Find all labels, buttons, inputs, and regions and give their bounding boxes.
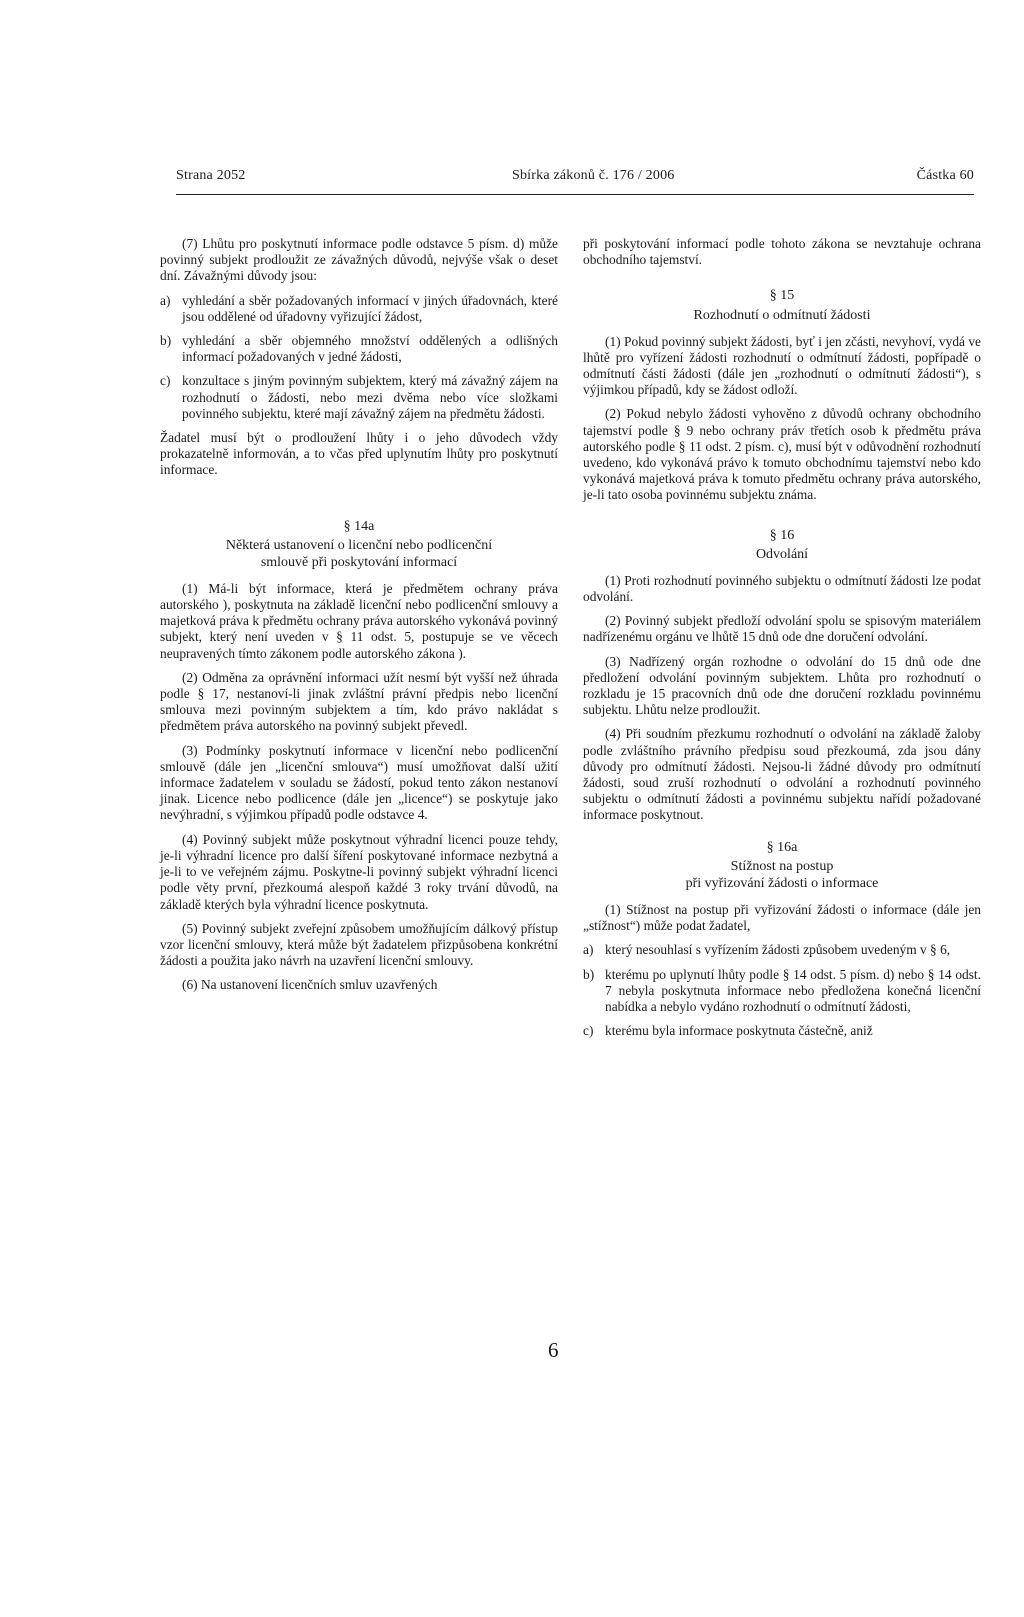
header-rule bbox=[176, 194, 974, 195]
list-label: b) bbox=[160, 333, 172, 349]
list-item bbox=[160, 333, 558, 365]
continued-paragraph: při poskytování informací podle tohoto zákona se nevztahuje ochrana obchodního tajemství. bbox=[583, 236, 981, 268]
page-number: 6 bbox=[548, 1338, 559, 1362]
list-label: c) bbox=[583, 1023, 594, 1039]
list-text: vyhledání a sběr objemného množství oddělených a odlišných informací požadovaných v jedné žádosti, bbox=[182, 333, 558, 365]
paragraph-14a-4: (4) Povinný subjekt může poskytnout výhradní licenci pouze tehdy, je-li výhradní licence pro další šíření poskytované informace nezbytná a je-li to ve veřejném zájmu. Poskytne-li povinný subjekt výhradní licenci podle věty první, přezkoumá alespoň každé 3 roky trvání důvodů, na základě kterých byla výhradní licence poskytnuta. bbox=[160, 831, 558, 912]
list-text: konzultace s jiným povinným subjektem, který má závažný zájem na rozhodnutí o žádosti, nebo mezi dvěma nebo více složkami povinného subjektu, které mají závažný zájem na předmětu žádosti. bbox=[182, 373, 558, 421]
paragraph-14a-6: (6) Na ustanovení licenčních smluv uzavřených bbox=[182, 977, 438, 993]
section-16-number: § 16 bbox=[769, 527, 795, 543]
paragraph-14a-2: (2) Odměna za oprávnění informaci užít nesmí být vyšší než úhrada podle § 17, nestanoví-li jinak zvláštní právní předpis nebo licenční smlouva mezi povinným subjektem a tím, kdo právo nakládat s předmětem práva autorského na povinný subjekt převedl. bbox=[160, 669, 558, 734]
header-part-label: Částka 60 bbox=[916, 168, 974, 183]
list-item bbox=[160, 373, 558, 422]
paragraph-15-2: (2) Pokud nebylo žádosti vyhověno z důvodů ochrany obchodního tajemství podle § 9 nebo ochrany práv třetích osob k předmětu práva autorského podle § 11 odst. 2 písm. c), musí být v odůvodnění rozhodnutí uvedeno, kdo vykonává právo k tomuto obchodnímu tajemství nebo kdo vykonává majetková práva k tomuto předmětu ochrany práva autorského, je-li tato osoba povinnému subjektu známa. bbox=[583, 406, 981, 503]
paragraph-16-3: (3) Nadřízený orgán rozhodne o odvolání do 15 dnů ode dne předložení odvolání povinným subjektem. Lhůta pro rozhodnutí o rozkladu je 15 pracovních dnů ode dne doručení rozkladu povinnému subjektu. Lhůtu nelze prodloužit. bbox=[583, 653, 981, 718]
section-14a-number: § 14a bbox=[343, 518, 375, 534]
header-collection-label: Sbírka zákonů č. 176 / 2006 bbox=[512, 168, 675, 183]
paragraph-16-4: (4) Při soudním přezkumu rozhodnutí o odvolání na základě žaloby podle zvláštního právního předpisu soud přezkoumá, zda jsou dány důvody pro odmítnutí žádosti. Nejsou-li žádné důvody pro odmítnutí žádosti, soud zruší rozhodnutí o odvolání a rozhodnutí povinného subjektu o odmítnutí žádosti a povinnému subjektu nařídí požadované informace poskytnout. bbox=[583, 726, 981, 823]
section-16a-title bbox=[583, 858, 981, 892]
section-16a-number: § 16a bbox=[766, 839, 798, 855]
list-item bbox=[583, 1023, 981, 1039]
paragraph-7-outro: Žadatel musí být o prodloužení lhůty i o jeho důvodech vždy prokazatelně informován, a to včas před uplynutím lhůty pro poskytnutí informace. bbox=[160, 430, 558, 478]
paragraph-14a-1: (1) Má-li být informace, která je předmětem ochrany práva autorského ), poskytnuta na základě licenční nebo podlicenční smlouvy a majetková práva k předmětu ochrany práva autorského vykonává povinný subjekt, který není uveden v § 11 odst. 5, postupuje se ve věcech neupravených tímto zákonem podle autorského zákona ). bbox=[160, 580, 558, 661]
list-text: vyhledání a sběr požadovaných informací v jiných úřadovnách, které jsou oddělené od úřadovny vyřizující žádost, bbox=[182, 292, 558, 324]
list-item bbox=[583, 967, 981, 1016]
list-text: kterému po uplynutí lhůty podle § 14 odst. 5 písm. d) nebo § 14 odst. 7 nebyla poskytnuta informace nebo předložena konečná licenční nabídka a nebylo vydáno rozhodnutí o odmítnutí žádosti, bbox=[605, 966, 981, 1014]
section-16a-title-line2: při vyřizování žádosti o informace bbox=[685, 875, 879, 891]
section-14a-title-line2: smlouvě při poskytování informací bbox=[260, 554, 458, 570]
header-page-label: Strana 2052 bbox=[176, 168, 246, 183]
list-label: b) bbox=[583, 966, 595, 982]
list-label: a) bbox=[583, 942, 594, 958]
list-text: kterému byla informace poskytnuta částečně, aniž bbox=[605, 1023, 873, 1039]
paragraph-7-intro: (7) Lhůtu pro poskytnutí informace podle odstavce 5 písm. d) může povinný subjekt prodloužit ze závažných důvodů, nejvýše však o deset dní. Závažnými důvody jsou: bbox=[160, 236, 558, 284]
page-header bbox=[176, 168, 974, 190]
list-item bbox=[160, 293, 558, 325]
section-14a-title bbox=[160, 537, 558, 571]
section-14a-title-line1: Některá ustanovení o licenční nebo podlicenční bbox=[225, 537, 493, 553]
section-16-title: Odvolání bbox=[755, 546, 809, 562]
right-column bbox=[583, 236, 981, 1047]
list-label: a) bbox=[160, 292, 171, 308]
paragraph-14a-5: (5) Povinný subjekt zveřejní způsobem umožňujícím dálkový přístup vzor licenční smlouvy, která může být žadatelem přizpůsobena konkrétní žádosti a použita jako návrh na uzavření licenční smlouvy. bbox=[160, 920, 558, 969]
paragraph-15-1: (1) Pokud povinný subjekt žádosti, byť i jen zčásti, nevyhoví, vydá ve lhůtě pro vyřízení žádosti rozhodnutí o odmítnutí žádosti, popřípadě o odmítnutí části žádosti (dále jen „rozhodnutí o odmítnutí žádosti“), s výjimkou případů, kdy se žádost odloží. bbox=[583, 333, 981, 398]
list-text: který nesouhlasí s vyřízením žádosti způsobem uvedeným v § 6, bbox=[605, 942, 951, 958]
section-15-number: § 15 bbox=[769, 288, 795, 304]
paragraph-16-1: (1) Proti rozhodnutí povinného subjektu o odmítnutí žádosti lze podat odvolání. bbox=[583, 572, 981, 605]
section-15-title: Rozhodnutí o odmítnutí žádosti bbox=[693, 307, 871, 323]
paragraph-16-2: (2) Povinný subjekt předloží odvolání spolu se spisovým materiálem nadřízenému orgánu ve lhůtě 15 dnů ode dne doručení odvolání. bbox=[583, 613, 981, 645]
paragraph-16a-1: (1) Stížnost na postup při vyřizování žádosti o informace (dále jen „stížnost“) může podat žadatel, bbox=[583, 901, 981, 934]
list-item bbox=[583, 942, 981, 958]
list-label: c) bbox=[160, 373, 171, 389]
left-column bbox=[160, 236, 558, 1002]
paragraph-14a-3: (3) Podmínky poskytnutí informace v licenční nebo podlicenční smlouvě (dále jen „licenční smlouva“) musí umožňovat další užití informace žadatelem v souladu se žádostí, pokud tento zákon nestanoví jinak. Licence nebo podlicence (dále jen „licence“) se poskytuje jako nevýhradní, s výjimkou případů podle odstavce 4. bbox=[160, 742, 558, 823]
section-16a-title-line1: Stížnost na postup bbox=[730, 858, 834, 874]
